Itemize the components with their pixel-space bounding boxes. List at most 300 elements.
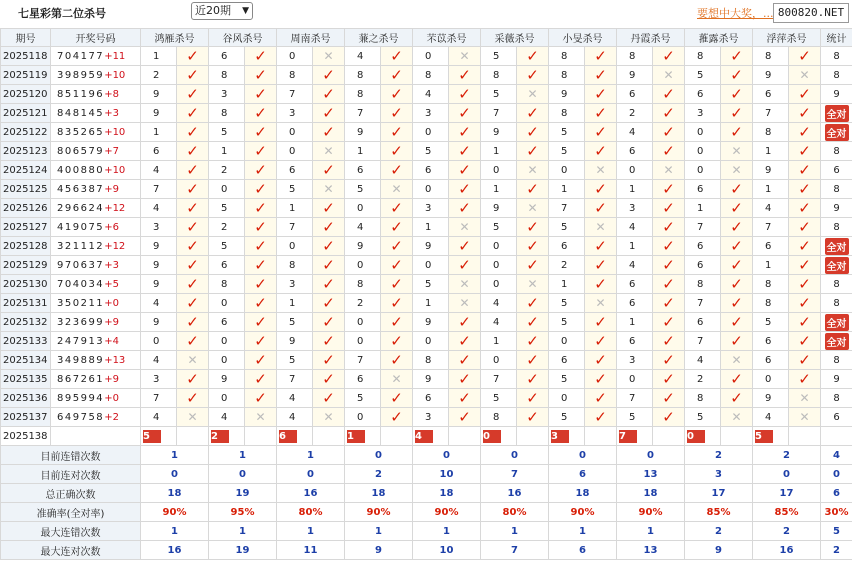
check-mark-icon: ✓ (458, 103, 471, 122)
kill-value: 7 (345, 351, 381, 370)
hit-check-icon (449, 142, 481, 161)
stat-value: 10 (413, 541, 481, 560)
stat-value: 1 (481, 522, 549, 541)
kill-value: 4 (617, 123, 653, 142)
stat-value: 0 (277, 465, 345, 484)
hit-check-icon (721, 313, 753, 332)
issue-number: 2025135 (1, 370, 51, 389)
check-mark-icon: ✓ (254, 160, 267, 179)
hit-check-icon (721, 180, 753, 199)
current-issue-row (1, 427, 852, 446)
kill-value: 5 (481, 85, 517, 104)
cross-mark-icon: ✕ (527, 277, 538, 291)
site-badge: 800820.NET (773, 3, 849, 23)
stat-value: 1 (209, 522, 277, 541)
check-mark-icon: ✓ (798, 312, 811, 331)
check-mark-icon: ✓ (526, 46, 539, 65)
hit-check-icon (789, 47, 821, 66)
kill-value: 9 (141, 85, 177, 104)
draw-numbers (51, 218, 141, 237)
cross-mark-icon: ✕ (595, 220, 606, 234)
check-mark-icon: ✓ (594, 179, 607, 198)
stat-value: 16 (481, 484, 549, 503)
hit-check-icon (449, 256, 481, 275)
hit-check-icon (449, 85, 481, 104)
row-stat (821, 218, 852, 237)
issue-number: 2025125 (1, 180, 51, 199)
stat-value: 17 (753, 484, 821, 503)
kill-value: 5 (549, 294, 585, 313)
table-row (1, 104, 852, 123)
draw-numbers (51, 199, 141, 218)
check-mark-icon: ✓ (254, 388, 267, 407)
kill-value: 8 (549, 47, 585, 66)
check-mark-icon: ✓ (594, 407, 607, 426)
kill-value: 8 (753, 294, 789, 313)
kill-value: 1 (345, 142, 381, 161)
hit-check-icon (381, 313, 413, 332)
draw-digits: 895994 (57, 392, 105, 404)
check-mark-icon: ✓ (390, 274, 403, 293)
kill-value: 4 (413, 85, 449, 104)
miss-cross-icon (449, 218, 481, 237)
draw-digits: 649758 (57, 411, 105, 423)
kill-value: 6 (685, 180, 721, 199)
draw-numbers (51, 351, 141, 370)
kill-value: 0 (753, 370, 789, 389)
check-mark-icon: ✓ (526, 350, 539, 369)
stat-value: 1 (141, 446, 209, 465)
cross-mark-icon: ✕ (187, 410, 198, 424)
issue-number: 2025121 (1, 104, 51, 123)
stat-value: 18 (413, 484, 481, 503)
stat-row (1, 446, 852, 465)
stat-value: 1 (141, 522, 209, 541)
stat-value: 16 (753, 541, 821, 560)
check-mark-icon: ✓ (526, 141, 539, 160)
miss-cross-icon (313, 47, 345, 66)
stat-value: 10 (413, 465, 481, 484)
hit-check-icon (449, 237, 481, 256)
check-mark-icon: ✓ (390, 331, 403, 350)
kill-value: 6 (685, 313, 721, 332)
stat-value: 18 (549, 484, 617, 503)
kill-value: 6 (549, 237, 585, 256)
kill-value: 5 (345, 389, 381, 408)
hit-count: 9 (833, 88, 840, 100)
check-mark-icon: ✓ (254, 46, 267, 65)
column-header: 开奖号码 (51, 29, 141, 47)
hit-check-icon (517, 389, 549, 408)
kill-value: 9 (345, 237, 381, 256)
check-mark-icon: ✓ (322, 103, 335, 122)
check-mark-icon: ✓ (322, 369, 335, 388)
kill-value: 9 (141, 275, 177, 294)
table-header-row (1, 29, 852, 47)
kill-value: 2 (685, 370, 721, 389)
hit-check-icon (789, 332, 821, 351)
kill-value: 1 (141, 47, 177, 66)
hit-check-icon (245, 256, 277, 275)
hit-check-icon (245, 275, 277, 294)
kill-value: 0 (277, 237, 313, 256)
draw-sum: +9 (104, 373, 119, 385)
check-mark-icon: ✓ (526, 103, 539, 122)
kill-value: 3 (141, 370, 177, 389)
hit-check-icon (449, 199, 481, 218)
kill-value: 4 (617, 218, 653, 237)
stat-value: 0 (481, 446, 549, 465)
stat-value: 95% (209, 503, 277, 522)
check-mark-icon: ✓ (186, 65, 199, 84)
hit-check-icon (449, 66, 481, 85)
hit-check-icon (245, 142, 277, 161)
check-mark-icon: ✓ (254, 84, 267, 103)
current-kill-value: 0 (687, 430, 705, 443)
check-mark-icon: ✓ (526, 388, 539, 407)
period-range-select[interactable] (191, 2, 253, 20)
draw-digits: 400880 (57, 164, 105, 176)
all-correct-badge: 全对 (825, 314, 849, 331)
kill-value: 1 (413, 294, 449, 313)
hit-count: 8 (833, 278, 840, 290)
hit-check-icon (449, 180, 481, 199)
hit-check-icon (517, 47, 549, 66)
check-mark-icon: ✓ (526, 369, 539, 388)
hit-check-icon (177, 47, 209, 66)
row-stat (821, 389, 852, 408)
cross-mark-icon: ✕ (323, 49, 334, 63)
check-mark-icon: ✓ (390, 84, 403, 103)
cross-mark-icon: ✕ (187, 353, 198, 367)
stat-value: 0 (345, 446, 413, 465)
check-mark-icon: ✓ (458, 84, 471, 103)
issue-number: 2025130 (1, 275, 51, 294)
kill-value: 9 (141, 313, 177, 332)
check-mark-icon: ✓ (390, 198, 403, 217)
check-mark-icon: ✓ (390, 312, 403, 331)
kill-value: 5 (209, 237, 245, 256)
check-mark-icon: ✓ (390, 388, 403, 407)
check-mark-icon: ✓ (730, 65, 743, 84)
hit-check-icon (789, 294, 821, 313)
kill-value: 9 (413, 237, 449, 256)
table-row (1, 218, 852, 237)
check-mark-icon: ✓ (186, 160, 199, 179)
draw-sum: +13 (104, 354, 126, 366)
stat-value: 2 (821, 541, 852, 560)
kill-value: 8 (753, 47, 789, 66)
empty-cell (313, 427, 345, 446)
hit-check-icon (381, 294, 413, 313)
stat-value: 80% (481, 503, 549, 522)
check-mark-icon: ✓ (254, 369, 267, 388)
kill-value: 5 (685, 408, 721, 427)
check-mark-icon: ✓ (662, 388, 675, 407)
stat-label: 目前连对次数 (1, 465, 141, 484)
check-mark-icon: ✓ (798, 350, 811, 369)
kill-value: 8 (209, 104, 245, 123)
kill-value: 7 (481, 370, 517, 389)
hit-check-icon (789, 237, 821, 256)
row-stat (821, 85, 852, 104)
kill-value: 0 (345, 332, 381, 351)
check-mark-icon: ✓ (186, 293, 199, 312)
empty-cell (381, 427, 413, 446)
kill-value: 9 (617, 66, 653, 85)
hit-check-icon (721, 237, 753, 256)
hit-check-icon (585, 370, 617, 389)
kill-value: 1 (753, 180, 789, 199)
hit-check-icon (313, 123, 345, 142)
kill-value: 0 (277, 47, 313, 66)
hit-check-icon (653, 85, 685, 104)
kill-value: 9 (753, 161, 789, 180)
check-mark-icon: ✓ (662, 312, 675, 331)
table-row (1, 332, 852, 351)
stat-value: 90% (413, 503, 481, 522)
row-stat (821, 161, 852, 180)
draw-sum: +10 (104, 69, 126, 81)
hit-check-icon (653, 389, 685, 408)
check-mark-icon: ✓ (322, 65, 335, 84)
miss-cross-icon (517, 85, 549, 104)
cross-mark-icon: ✕ (799, 391, 810, 405)
kill-value: 2 (617, 104, 653, 123)
check-mark-icon: ✓ (662, 407, 675, 426)
hit-check-icon (721, 275, 753, 294)
kill-value: 2 (549, 256, 585, 275)
stat-value: 0 (209, 465, 277, 484)
cross-mark-icon: ✕ (731, 163, 742, 177)
kill-value: 6 (617, 85, 653, 104)
kill-value: 5 (481, 218, 517, 237)
miss-cross-icon (245, 408, 277, 427)
kill-value: 5 (277, 180, 313, 199)
stat-value: 90% (345, 503, 413, 522)
table-row (1, 180, 852, 199)
hit-check-icon (381, 66, 413, 85)
check-mark-icon: ✓ (254, 65, 267, 84)
check-mark-icon: ✓ (458, 331, 471, 350)
check-mark-icon: ✓ (662, 236, 675, 255)
hit-count: 9 (833, 202, 840, 214)
cross-mark-icon: ✕ (255, 410, 266, 424)
current-kill-cell (549, 427, 585, 446)
hit-count: 8 (833, 183, 840, 195)
hit-check-icon (653, 370, 685, 389)
kill-value: 1 (209, 142, 245, 161)
hit-check-icon (381, 389, 413, 408)
hit-check-icon (381, 408, 413, 427)
check-mark-icon: ✓ (798, 293, 811, 312)
check-mark-icon: ✓ (458, 160, 471, 179)
hit-check-icon (177, 104, 209, 123)
draw-sum: +12 (104, 202, 126, 214)
row-stat (821, 256, 852, 275)
hit-count: 8 (833, 392, 840, 404)
kill-value: 1 (481, 332, 517, 351)
hit-check-icon (517, 351, 549, 370)
draw-sum: +9 (104, 316, 119, 328)
draw-numbers (51, 237, 141, 256)
miss-cross-icon (449, 47, 481, 66)
check-mark-icon: ✓ (594, 312, 607, 331)
draw-numbers (51, 408, 141, 427)
hit-check-icon (449, 313, 481, 332)
check-mark-icon: ✓ (526, 122, 539, 141)
check-mark-icon: ✓ (458, 236, 471, 255)
kill-value: 0 (413, 332, 449, 351)
kill-value: 2 (141, 66, 177, 85)
current-kill-cell (753, 427, 789, 446)
check-mark-icon: ✓ (594, 331, 607, 350)
hit-check-icon (313, 85, 345, 104)
draw-sum: +10 (104, 126, 126, 138)
stat-value: 1 (413, 522, 481, 541)
kill-value: 4 (141, 294, 177, 313)
stat-row (1, 484, 852, 503)
hit-check-icon (517, 370, 549, 389)
stat-value: 19 (209, 484, 277, 503)
kill-value: 3 (141, 218, 177, 237)
hit-check-icon (177, 370, 209, 389)
check-mark-icon: ✓ (798, 179, 811, 198)
hit-check-icon (653, 218, 685, 237)
check-mark-icon: ✓ (390, 217, 403, 236)
table-row (1, 256, 852, 275)
kill-value: 0 (277, 123, 313, 142)
check-mark-icon: ✓ (730, 369, 743, 388)
kill-value: 6 (413, 389, 449, 408)
hit-count: 8 (833, 145, 840, 157)
check-mark-icon: ✓ (254, 198, 267, 217)
kill-value: 5 (549, 218, 585, 237)
hit-check-icon (381, 275, 413, 294)
check-mark-icon: ✓ (186, 388, 199, 407)
issue-number: 2025120 (1, 85, 51, 104)
draw-digits: 835265 (57, 126, 105, 138)
hit-check-icon (449, 161, 481, 180)
current-kill-value: 7 (619, 430, 637, 443)
hit-check-icon (789, 85, 821, 104)
empty-cell (821, 427, 852, 446)
kill-value: 5 (277, 313, 313, 332)
kill-value: 0 (413, 47, 449, 66)
hit-check-icon (245, 104, 277, 123)
promo-link[interactable]: 要想中大奖，... (697, 7, 774, 20)
stat-value: 2 (753, 522, 821, 541)
draw-sum: +9 (104, 183, 119, 195)
check-mark-icon: ✓ (526, 65, 539, 84)
kill-value: 0 (481, 275, 517, 294)
hit-check-icon (313, 256, 345, 275)
kill-value: 8 (481, 66, 517, 85)
hit-check-icon (721, 389, 753, 408)
check-mark-icon: ✓ (186, 217, 199, 236)
kill-value: 5 (277, 351, 313, 370)
miss-cross-icon (653, 66, 685, 85)
kill-value: 3 (617, 199, 653, 218)
miss-cross-icon (449, 294, 481, 313)
stat-value: 30% (821, 503, 852, 522)
table-row (1, 66, 852, 85)
kill-value: 7 (753, 218, 789, 237)
hit-check-icon (789, 199, 821, 218)
hit-check-icon (517, 142, 549, 161)
column-header: 小旻杀号 (549, 29, 617, 47)
check-mark-icon: ✓ (186, 103, 199, 122)
miss-cross-icon (381, 370, 413, 389)
empty-cell (789, 427, 821, 446)
kill-value: 6 (617, 294, 653, 313)
draw-sum: +3 (104, 107, 119, 119)
hit-check-icon (177, 180, 209, 199)
current-kill-value: 2 (211, 430, 229, 443)
stat-label: 总正确次数 (1, 484, 141, 503)
stat-value: 85% (753, 503, 821, 522)
hit-check-icon (381, 218, 413, 237)
kill-value: 0 (345, 199, 381, 218)
check-mark-icon: ✓ (322, 312, 335, 331)
kill-value: 1 (277, 199, 313, 218)
check-mark-icon: ✓ (186, 141, 199, 160)
check-mark-icon: ✓ (254, 331, 267, 350)
draw-numbers (51, 389, 141, 408)
hit-check-icon (449, 389, 481, 408)
hit-check-icon (177, 85, 209, 104)
check-mark-icon: ✓ (254, 312, 267, 331)
row-stat (821, 142, 852, 161)
stat-value: 7 (481, 465, 549, 484)
kill-number-table (0, 28, 852, 560)
kill-value: 4 (141, 161, 177, 180)
check-mark-icon: ✓ (798, 160, 811, 179)
hit-check-icon (721, 123, 753, 142)
hit-check-icon (585, 142, 617, 161)
table-row (1, 313, 852, 332)
cross-mark-icon: ✕ (527, 201, 538, 215)
issue-number: 2025124 (1, 161, 51, 180)
kill-value: 0 (345, 256, 381, 275)
kill-value: 3 (617, 351, 653, 370)
kill-value: 7 (277, 85, 313, 104)
hit-check-icon (517, 408, 549, 427)
stat-value: 0 (617, 446, 685, 465)
cross-mark-icon: ✕ (731, 144, 742, 158)
cross-mark-icon: ✕ (663, 68, 674, 82)
check-mark-icon: ✓ (798, 84, 811, 103)
kill-value: 5 (209, 123, 245, 142)
kill-value: 1 (617, 313, 653, 332)
check-mark-icon: ✓ (390, 236, 403, 255)
check-mark-icon: ✓ (526, 236, 539, 255)
check-mark-icon: ✓ (186, 236, 199, 255)
column-header: 浮萍杀号 (753, 29, 821, 47)
draw-sum: +12 (104, 240, 126, 252)
check-mark-icon: ✓ (526, 255, 539, 274)
check-mark-icon: ✓ (322, 217, 335, 236)
kill-value: 3 (413, 408, 449, 427)
stat-value: 16 (277, 484, 345, 503)
hit-check-icon (789, 142, 821, 161)
draw-digits: 851196 (57, 88, 105, 100)
hit-check-icon (789, 218, 821, 237)
kill-value: 8 (753, 275, 789, 294)
kill-value: 0 (481, 256, 517, 275)
hit-count: 8 (833, 69, 840, 81)
hit-check-icon (517, 123, 549, 142)
